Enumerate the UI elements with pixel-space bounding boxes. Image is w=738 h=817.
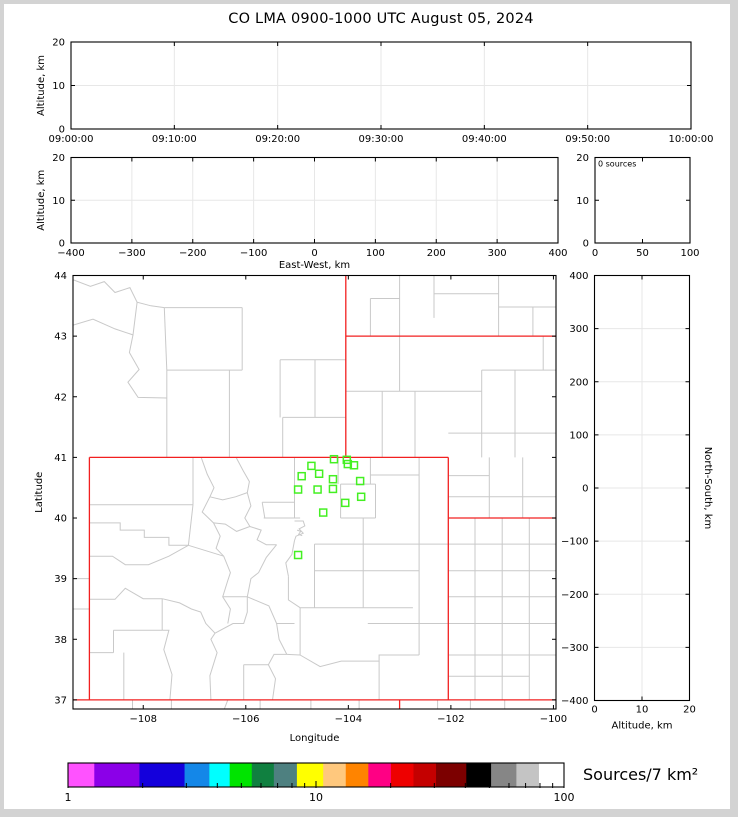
lma-station-marker [298,473,305,480]
sources-count-annotation: 0 sources [598,159,637,169]
longitude-tick: −108 [129,714,157,725]
hist-altitude-tick: 10 [576,195,589,207]
colorbar-segment [185,763,210,787]
ew-axis-tick: 300 [487,248,507,259]
ns-axis-tick: −100 [561,536,589,548]
lma-station-marker [314,486,321,493]
time-axis-tick: 09:20:00 [255,134,301,145]
hist-axis-tick: 100 [680,248,700,259]
lma-station-marker [308,462,315,469]
colorbar-segment [436,763,467,787]
altitude-axis-label: Altitude, km [36,169,47,231]
hist-axis-tick: 0 [591,248,599,259]
panel-altitude-histogram [576,153,699,259]
ns-axis-tick: 300 [569,324,589,336]
colorbar-segment [94,763,140,787]
ew-axis-tick: −200 [179,248,207,259]
altitude-axis-tick: 20 [52,153,65,164]
colorbar-segment [346,763,369,787]
hist-altitude-tick: 20 [576,153,589,164]
ns-axis-tick: −300 [561,642,589,654]
longitude-tick: −104 [334,714,363,725]
lma-station-marker [357,478,364,485]
panel-map [34,271,567,744]
hist-altitude-tick: 0 [582,238,589,250]
latitude-tick: 44 [54,271,67,282]
ew-axis-tick: 0 [311,248,318,259]
lma-station-marker [295,552,302,559]
colorbar-segment [516,763,539,787]
lma-station-marker [329,476,336,483]
ew-axis-label: East-West, km [278,260,351,271]
colorbar-segment [323,763,346,787]
colorbar-segment [252,763,275,787]
ew-axis-tick: 100 [365,248,385,259]
latitude-tick: 42 [54,392,67,404]
altitude-axis-tick: 10 [52,81,65,92]
lma-station-marker [295,486,302,493]
map-layers [73,276,556,710]
longitude-tick: −106 [232,714,260,725]
colorbar-segment [391,763,414,787]
lma-station-marker [358,493,365,500]
colorbar-segment [297,763,324,787]
lma-stations [295,456,365,559]
lma-station-marker [316,470,323,477]
colorbar-tick: 1 [64,791,72,804]
altitude-axis-tick: 10 [52,195,65,207]
colorbar-segment [68,763,95,787]
time-axis-tick: 09:30:00 [358,134,404,145]
time-axis-tick: 10:00:00 [668,134,714,145]
colorbar-segment [413,763,436,787]
colorbar [65,763,575,804]
ns-axis-label: North-South, km [702,446,713,530]
hist-axis-tick: 50 [636,248,649,259]
altitude-axis-label: Altitude, km [36,55,47,116]
ew-axis-tick: −300 [118,248,146,259]
figure-title: CO LMA 0900-1000 UTC August 05, 2024 [228,11,534,27]
altitude-axis-tick: 0 [58,238,65,250]
ew-axis-tick: 400 [548,248,568,259]
panel-ew-height [36,153,568,271]
ns-altitude-axis-label: Altitude, km [611,720,673,732]
latitude-tick: 38 [54,634,67,646]
ns-axis-tick: 400 [569,271,589,282]
longitude-tick: −100 [539,714,568,725]
latitude-tick: 39 [54,574,67,586]
ew-axis-tick: −400 [57,248,85,259]
latitude-tick: 40 [54,513,67,525]
lma-station-marker [342,499,349,506]
altitude-axis-tick: 20 [52,37,65,49]
ns-altitude-tick: 20 [683,704,696,716]
ns-axis-tick: 200 [569,377,589,389]
colorbar-segment [368,763,391,787]
latitude-tick: 41 [54,452,67,464]
time-axis-tick: 09:00:00 [48,134,94,145]
colorbar-tick: 10 [309,791,323,804]
ns-axis-tick: −200 [561,589,589,601]
longitude-axis-label: Longitude [289,733,340,744]
lma-station-marker [329,485,336,492]
ns-axis-tick: 0 [582,483,589,495]
ns-axis-tick: 100 [569,430,589,442]
latitude-axis-label: Latitude [34,471,45,513]
time-axis-tick: 09:10:00 [151,134,197,145]
colorbar-segment [491,763,517,787]
colorbar-label-text: Sources/7 km² [583,765,699,784]
lma-station-marker [320,509,327,516]
ns-altitude-tick: 10 [635,704,649,716]
ns-altitude-tick: 0 [591,704,598,716]
colorbar-segment [466,763,491,787]
ns-axis-tick: −400 [561,696,589,707]
latitude-tick: 37 [54,695,67,707]
colorbar-segment [539,763,564,787]
time-axis-tick: 09:50:00 [565,134,611,145]
altitude-axis-tick: 0 [58,124,65,136]
colorbar-tick: 100 [553,791,575,804]
ew-axis-tick: −100 [239,248,268,259]
panel-time-height [36,38,713,146]
ew-axis-tick: 200 [426,248,446,259]
longitude-tick: −102 [437,714,465,725]
colorbar-segment [139,763,185,787]
panel-ns-height [561,271,713,732]
colorbar-segment [209,763,230,787]
latitude-tick: 43 [54,331,67,343]
colorbar-label [583,765,698,784]
time-axis-tick: 09:40:00 [461,134,507,145]
